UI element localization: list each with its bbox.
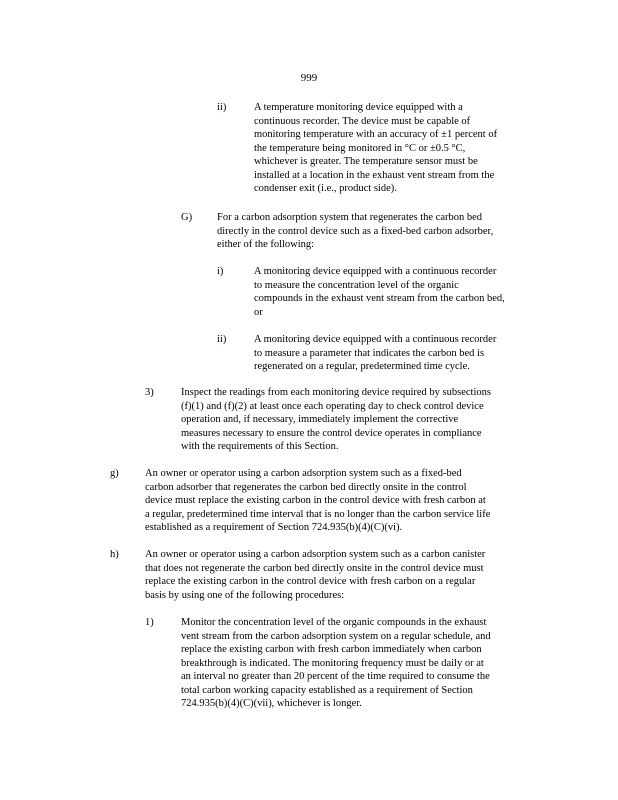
- item-label: h): [110, 549, 119, 560]
- item-text: A monitoring device equipped with a continuous recorder to measure the concentration level of the organic compounds in the exhaust vent stream from the carbon bed, or: [254, 266, 505, 318]
- item-text: A monitoring device equipped with a continuous recorder to measure a parameter that indicates the carbon bed is regenerated on a regular, predetermined time cycle.: [254, 334, 497, 372]
- item-label: 1): [145, 617, 154, 628]
- item-label: i): [217, 266, 224, 277]
- item-text: Monitor the concentration level of the organic compounds in the exhaust vent stream from the carbon adsorption system on a regular schedule, and replace the existing carbon with fresh carbon immediately when carbon breakthrough is indicated. The monitoring frequency must be daily or at an interval no greater than 20 percent of the time required to consume the total carbon working capacity established as a requirement of Section 724.935(b)(4)(C)(vii), whichever is longer.: [181, 617, 491, 709]
- page-number: 999: [300, 72, 318, 84]
- item-label: G): [181, 212, 193, 223]
- item-label: ii): [217, 102, 227, 113]
- item-text: Inspect the readings from each monitoring device required by subsections (f)(1) and (f)(2) at least once each operating day to check control device operation and, if necessary, immediately implement the corrective measures necessary to ensure the control device operates in compliance with the requirements of this Section.: [181, 387, 491, 452]
- item-label: ii): [217, 334, 227, 345]
- item-text: An owner or operator using a carbon adsorption system such as a carbon canister that does not regenerate the carbon bed directly onsite in the control device must replace the existing carbon in the control device with fresh carbon on a regular basis by using one of the following procedures:: [145, 549, 486, 601]
- item-label: g): [110, 468, 119, 479]
- item-text: A temperature monitoring device equipped with a continuous recorder. The device must be capable of monitoring temperature with an accuracy of ±1 percent of the temperature being monitored in °C or ±0.5 °C, whichever is greater. The temperature sensor must be installed at a location in the exhaust vent stream from the condenser exit (i.e., product side).: [254, 102, 498, 194]
- item-label: 3): [145, 387, 154, 398]
- item-text: For a carbon adsorption system that regenerates the carbon bed directly in the control device such as a fixed-bed carbon adsorber, either of the following:: [217, 212, 494, 250]
- item-text: An owner or operator using a carbon adsorption system such as a fixed-bed carbon adsorber that regenerates the carbon bed directly onsite in the control device must replace the existing carbon in the control device with fresh carbon at a regular, predetermined time interval that is no longer than the carbon service life established as a requirement of Section 724.935(b)(4)(C)(vi).: [145, 468, 491, 533]
